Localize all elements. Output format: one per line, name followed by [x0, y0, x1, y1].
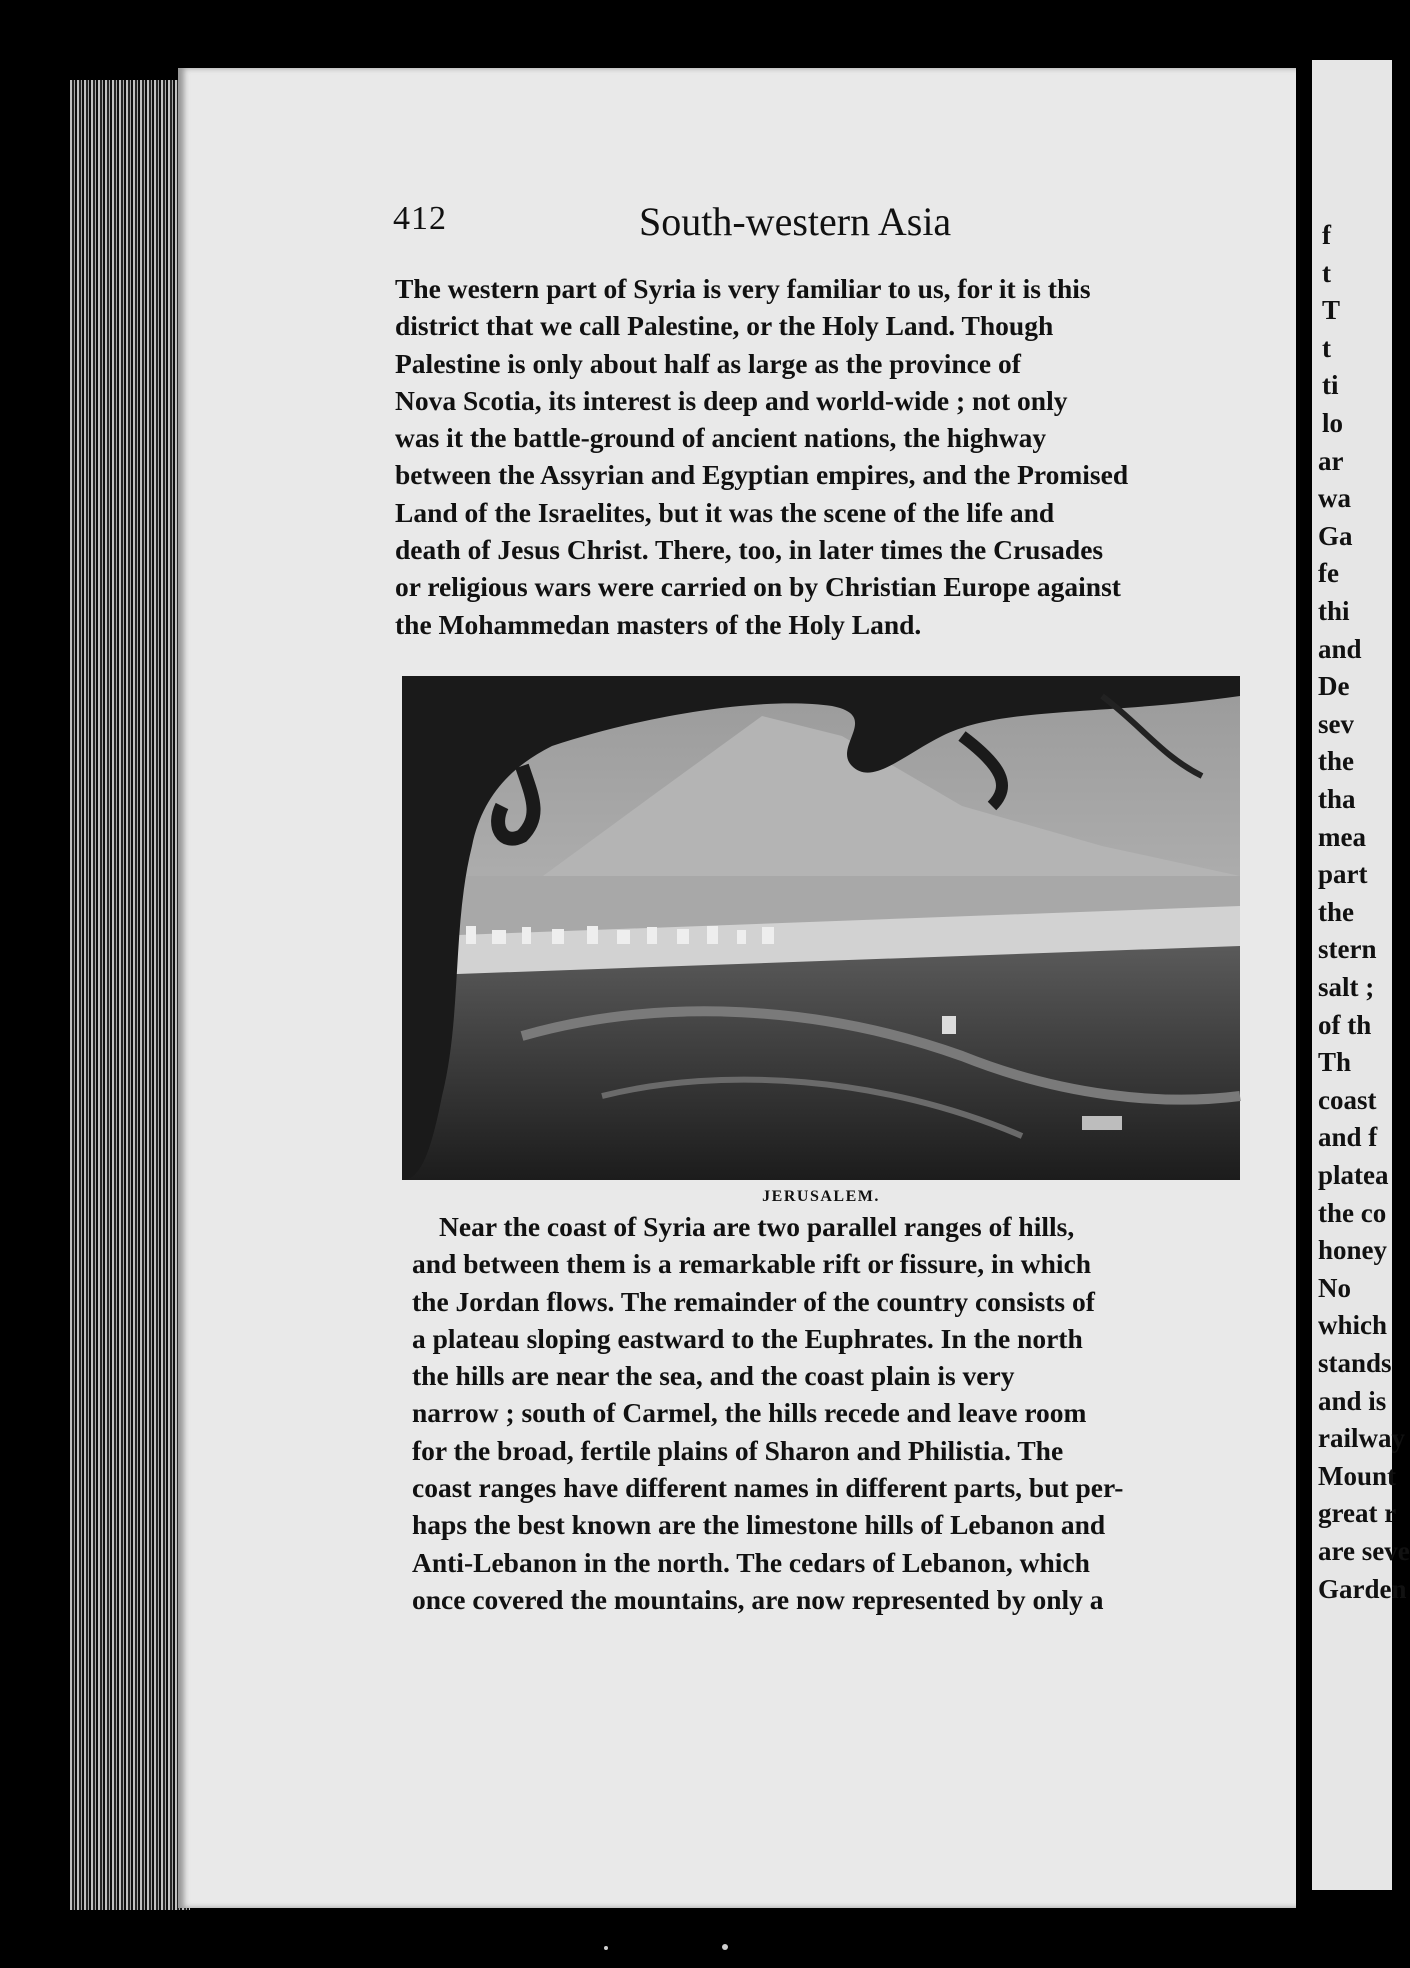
right-page-fragment: salt ; — [1318, 972, 1375, 1002]
text-line: Near the coast of Syria are two parallel ranges of hills, — [439, 1211, 1075, 1242]
right-page-fragment: sev — [1318, 708, 1354, 739]
right-page-fragment: fe — [1318, 558, 1339, 589]
page-edges — [70, 80, 190, 1910]
right-page-fragment: railway — [1318, 1423, 1405, 1454]
right-page-fragment: are seve — [1318, 1536, 1410, 1566]
figure-caption: JERUSALEM. — [762, 1188, 880, 1205]
right-page-fragment: honey — [1318, 1235, 1388, 1266]
text-line: Palestine is only about half as large as the province of — [395, 347, 1021, 379]
text-line: coast ranges have different names in different parts, but per- — [412, 1472, 1124, 1504]
text-line: district that we call Palestine, or the Holy Land. Though — [395, 310, 1054, 342]
right-page-fragment: of th — [1318, 1009, 1372, 1040]
paragraph-1 — [395, 270, 1240, 643]
right-page-fragment: mea — [1318, 821, 1366, 852]
right-page-fragment: and f — [1318, 1122, 1378, 1153]
text-line: for the broad, fertile plains of Sharon and Philistia. The — [412, 1434, 1064, 1466]
text-line: Anti-Lebanon in the north. The cedars of Lebanon, which — [412, 1546, 1090, 1578]
right-page-fragment: f — [1322, 220, 1331, 250]
right-page-fragment: the — [1318, 896, 1354, 927]
scan-speck — [722, 1944, 728, 1950]
right-page-fragment: No — [1318, 1272, 1351, 1303]
right-page-fragment: coast — [1318, 1084, 1377, 1115]
right-page-fragment: which — [1318, 1310, 1388, 1341]
right-page-fragment: thi — [1318, 596, 1350, 626]
jerusalem-photograph — [402, 676, 1240, 1180]
right-page-fragment: De — [1318, 671, 1350, 702]
right-page-fragment: part — [1318, 859, 1368, 890]
right-page-fragment: wa — [1318, 483, 1351, 514]
right-page-fragment: platea — [1318, 1160, 1389, 1190]
text-line: the Jordan flows. The remainder of the country consists of — [412, 1285, 1095, 1317]
right-page-fragment: t — [1322, 332, 1331, 363]
text-line: the hills are near the sea, and the coast plain is very — [412, 1360, 1015, 1392]
text-line: haps the best known are the limestone hills of Lebanon and — [412, 1509, 1106, 1541]
right-page-fragment: Ga — [1318, 520, 1353, 551]
page-header — [393, 200, 1323, 250]
text-line: narrow ; south of Carmel, the hills recede and leave room — [412, 1397, 1087, 1429]
right-page-fragment: Mount — [1318, 1460, 1397, 1491]
text-line: the Mohammedan masters of the Holy Land. — [395, 608, 922, 640]
text-line: or religious wars were carried on by Christian Europe against — [395, 571, 1121, 603]
text-line: between the Assyrian and Egyptian empires, and the Promised — [395, 459, 1129, 491]
right-page-fragment: tha — [1318, 784, 1356, 814]
scan-speck — [604, 1946, 608, 1950]
right-page-fragment: T — [1322, 295, 1341, 326]
right-page-fragment: Garden — [1318, 1573, 1407, 1604]
right-page-fragment: and — [1318, 633, 1362, 664]
text-line: once covered the mountains, are now represented by only a — [412, 1583, 1104, 1615]
text-line: was it the battle-ground of ancient nations, the highway — [395, 422, 1047, 454]
right-page-fragment: lo — [1322, 408, 1344, 438]
right-page-fragment: ar — [1318, 445, 1344, 476]
right-page-fragment: Th — [1318, 1047, 1352, 1078]
right-page-fragment: the co — [1318, 1197, 1387, 1228]
right-page-fragment: the — [1318, 746, 1354, 777]
running-head: South-western Asia — [639, 199, 952, 244]
right-page-fragment: ti — [1322, 370, 1339, 401]
right-page-fragment: t — [1322, 257, 1331, 288]
text-line: Nova Scotia, its interest is deep and world-wide ; not only — [395, 384, 1068, 416]
photo-illustration — [402, 676, 1240, 1180]
right-page-fragment: stands — [1318, 1348, 1392, 1378]
text-line: and between them is a remarkable rift or fissure, in which — [412, 1248, 1092, 1280]
paragraph-2 — [412, 1208, 1222, 1618]
text-line: The western part of Syria is very familiar to us, for it is this — [395, 273, 1091, 304]
right-page-fragment: and is — [1318, 1385, 1387, 1416]
right-page-fragment: stern — [1318, 934, 1377, 965]
text-line: Land of the Israelites, but it was the scene of the life and — [395, 496, 1055, 528]
page-number: 412 — [393, 200, 447, 237]
text-line: a plateau sloping eastward to the Euphrates. In the north — [412, 1322, 1083, 1354]
right-page — [1312, 60, 1410, 1890]
right-page-fragment: great r — [1318, 1498, 1397, 1529]
text-line: death of Jesus Christ. There, too, in later times the Crusades — [395, 534, 1104, 566]
